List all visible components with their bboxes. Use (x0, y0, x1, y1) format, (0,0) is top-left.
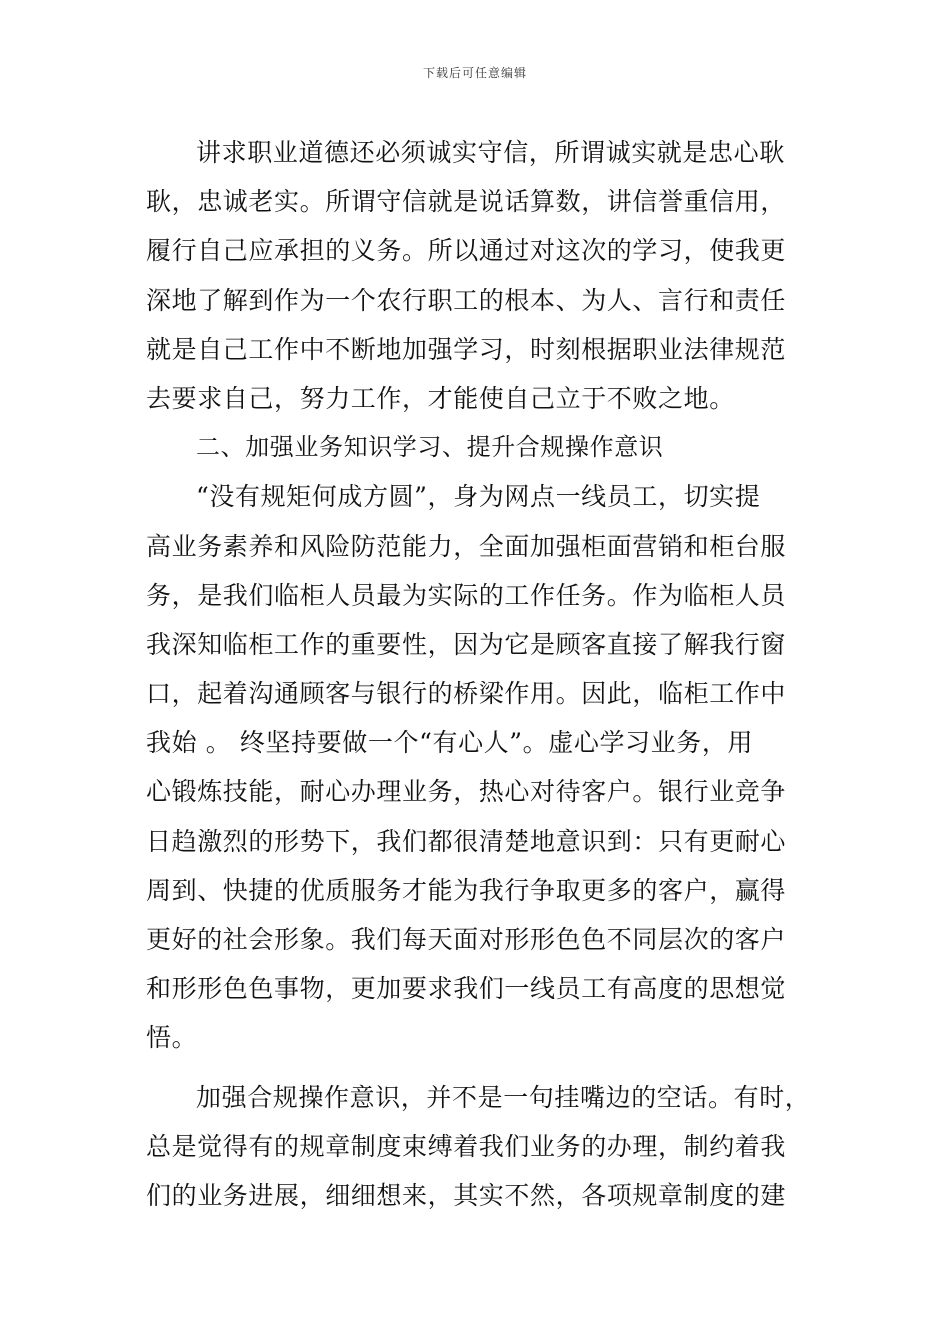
paragraph-1-line-4: 深地了解到作为一个农行职工的根本、为人、言行和责任 (146, 285, 787, 315)
paragraph-3-line-11: 和形形色色事物，更加要求我们一线员工有高度的思想觉 (146, 974, 787, 1004)
paragraph-1-line-3: 履行自己应承担的义务。所以通过对这次的学习，使我更 (146, 236, 787, 266)
paragraph-3-line-4: 我深知临柜工作的重要性，因为它是顾客直接了解我行窗 (146, 629, 787, 659)
paragraph-4-line-2: 总是觉得有的规章制度束缚着我们业务的办理，制约着我 (146, 1131, 787, 1161)
paragraph-1-line-5: 就是自己工作中不断地加强学习，时刻根据职业法律规范 (146, 334, 787, 364)
paragraph-3-line-3: 务，是我们临柜人员最为实际的工作任务。作为临柜人员 (146, 580, 787, 610)
paragraph-4-line-3: 们的业务进展，细细想来，其实不然，各项规章制度的建 (146, 1180, 787, 1210)
paragraph-4-line-1: 加强合规操作意识，并不是一句挂嘴边的空话。有时， (196, 1082, 811, 1112)
paragraph-3-line-1: “没有规矩何成方圆”，身为网点一线员工，切实提 (196, 482, 761, 512)
paragraph-1-line-6: 去要求自己，努力工作，才能使自己立于不败之地。 (146, 383, 735, 413)
paragraph-1-line-2: 耿，忠诚老实。所谓守信就是说话算数，讲信誉重信用， (146, 187, 787, 217)
paragraph-3-line-10: 更好的社会形象。我们每天面对形形色色不同层次的客户 (146, 925, 787, 954)
paragraph-3-line-8: 日趋激烈的形势下，我们都很清楚地意识到：只有更耐心 (146, 826, 787, 856)
paragraph-1-line-1: 讲求职业道德还必须诚实守信，所谓诚实就是忠心耿 (196, 138, 785, 167)
paragraph-3-line-12: 悟。 (146, 1023, 198, 1053)
page-header: 下载后可任意编辑 (422, 66, 527, 80)
paragraph-3-line-5: 口，起着沟通顾客与银行的桥梁作用。因此，临柜工作中 (146, 679, 787, 709)
paragraph-3-line-2: 高业务素养和风险防范能力，全面加强柜面营销和柜台服 (146, 531, 787, 561)
document-body (146, 128, 826, 1220)
paragraph-3-line-9: 周到、快捷的优质服务才能为我行争取更多的客户，赢得 (146, 875, 787, 905)
paragraph-gap (146, 1063, 826, 1073)
paragraph-3-line-7: 心锻炼技能，耐心办理业务，热心对待客户。银行业竞争 (146, 777, 787, 807)
paragraph-3-line-6: 我始 。 终坚持要做一个“有心人”。虚心学习业务，用 (146, 728, 754, 758)
section-heading: 二、加强业务知识学习、提升合规操作意识 (196, 433, 664, 462)
